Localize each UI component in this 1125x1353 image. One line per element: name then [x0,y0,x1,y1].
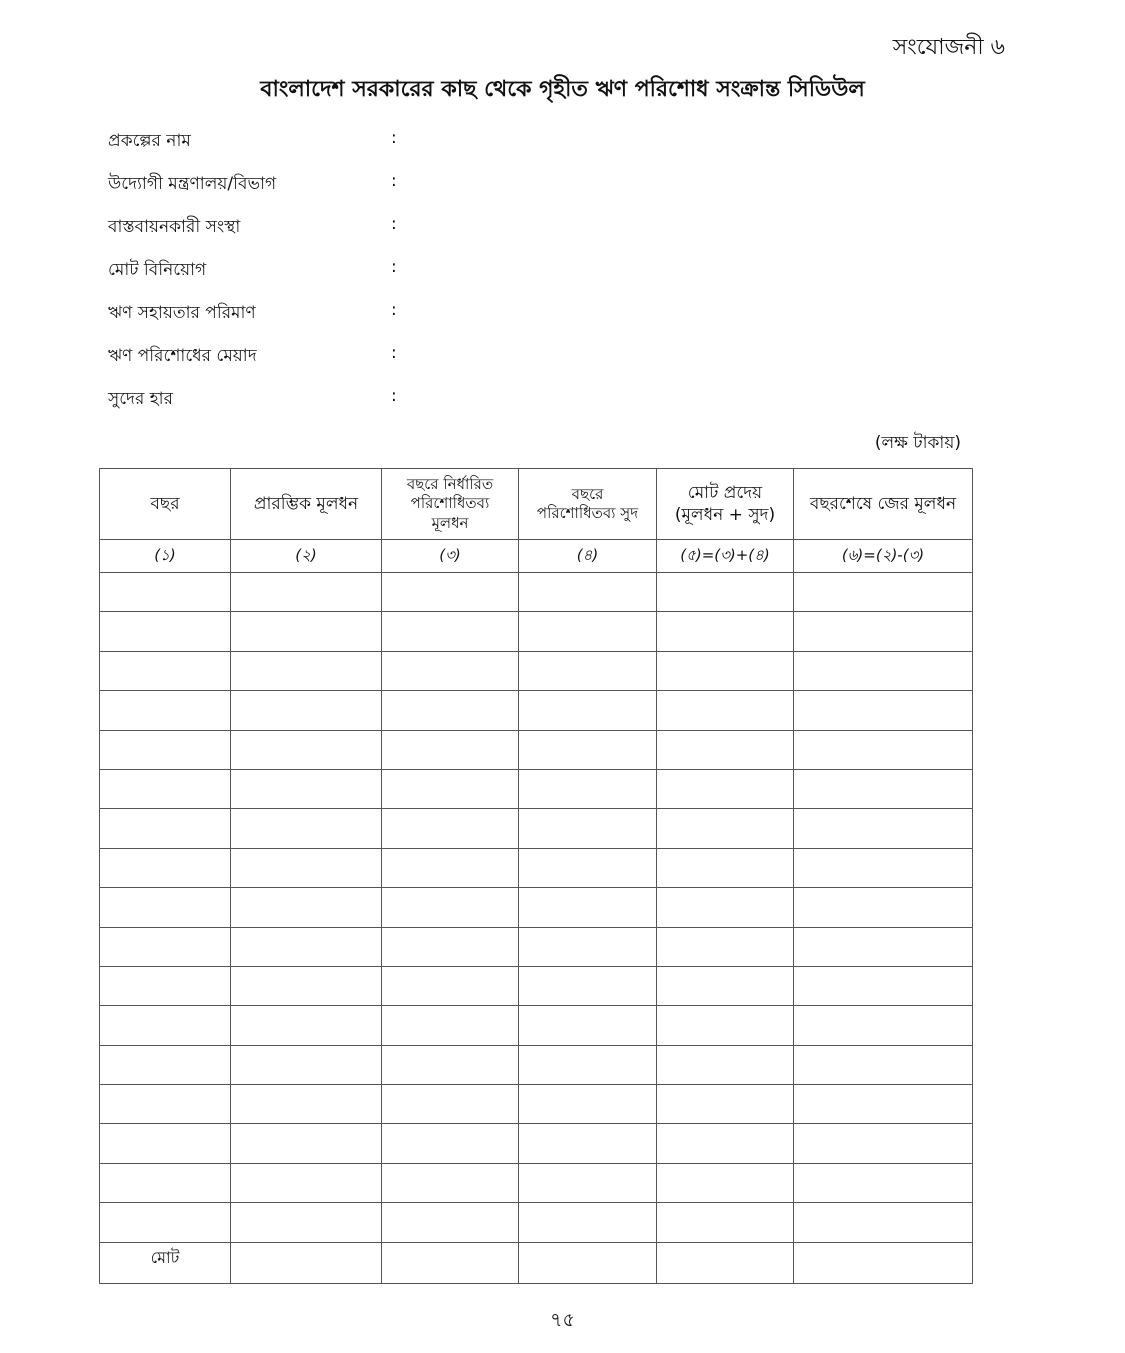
header-opening-principal [231,469,382,540]
table-cell[interactable] [519,769,657,808]
table-cell[interactable] [794,1006,973,1045]
table-cell[interactable] [231,888,382,927]
table-cell[interactable] [657,573,794,612]
table-cell[interactable] [382,730,519,769]
table-cell[interactable] [519,730,657,769]
table-row [100,769,973,808]
table-cell[interactable] [657,651,794,690]
field-row [108,257,908,300]
table-cell[interactable] [100,1124,231,1163]
table-row [100,730,973,769]
table-cell[interactable] [100,966,231,1005]
field-colon: : [391,128,397,148]
table-cell[interactable] [100,769,231,808]
table-cell[interactable] [519,927,657,966]
table-row [100,573,973,612]
field-colon: : [391,343,397,363]
table-cell[interactable] [794,966,973,1005]
column-number: (৬)=(২)-(৩) [794,540,973,573]
table-cell[interactable] [657,1163,794,1202]
table-cell[interactable] [519,612,657,651]
table-row [100,1006,973,1045]
page-number: ৭৫ [550,1309,575,1331]
field-label: বাস্তবায়নকারী সংস্থা [108,217,241,237]
table-row [100,1085,973,1124]
table-cell[interactable] [100,573,231,612]
table-cell[interactable] [100,927,231,966]
field-label: প্রকল্পের নাম [108,131,191,151]
unit-note: (লক্ষ টাকায়) [874,433,961,453]
table-cell[interactable] [794,927,973,966]
table-cell[interactable] [231,651,382,690]
header-line: বছরশেষে জের মূলধন [809,493,957,514]
table-cell[interactable] [382,691,519,730]
header-year [100,469,231,540]
table-cell[interactable] [100,651,231,690]
table-cell[interactable] [231,966,382,1005]
table-cell[interactable] [657,691,794,730]
table-row [100,612,973,651]
table-row [100,1203,973,1242]
table-cell[interactable] [519,573,657,612]
header-interest [519,469,657,540]
table-cell[interactable] [382,1045,519,1084]
table-cell[interactable] [231,1006,382,1045]
table-row [100,809,973,848]
annex-label: সংযোজনী ৬ [892,35,1005,60]
header-line: বছর [150,493,180,514]
table-cell[interactable] [519,1085,657,1124]
table-cell[interactable] [519,888,657,927]
total-row [100,1242,973,1283]
table-cell[interactable] [382,1124,519,1163]
table-cell[interactable] [657,612,794,651]
table-cell[interactable] [794,1163,973,1202]
table-row [100,966,973,1005]
table-cell[interactable] [794,769,973,808]
total-cell[interactable] [382,1242,519,1283]
table-cell[interactable] [794,1045,973,1084]
field-colon: : [391,171,397,191]
table-cell[interactable] [231,769,382,808]
table-cell[interactable] [794,888,973,927]
table-cell[interactable] [519,848,657,887]
table-cell[interactable] [100,1045,231,1084]
table-cell[interactable] [657,1045,794,1084]
total-cell[interactable] [657,1242,794,1283]
header-row [100,469,973,540]
table-cell[interactable] [657,927,794,966]
table-cell[interactable] [794,651,973,690]
table-cell[interactable] [657,809,794,848]
total-cell[interactable] [794,1242,973,1283]
table-cell[interactable] [657,1085,794,1124]
table-cell[interactable] [794,1203,973,1242]
total-cell[interactable] [519,1242,657,1283]
header-line: (মূলধন + সুদ) [674,505,776,525]
table-cell[interactable] [100,612,231,651]
table-row [100,651,973,690]
table-cell[interactable] [519,1163,657,1202]
table-row [100,848,973,887]
table-cell[interactable] [100,1163,231,1202]
table-row [100,1045,973,1084]
table-row [100,927,973,966]
header-closing-balance [794,469,973,540]
field-row [108,343,908,386]
repayment-schedule-table [99,468,973,1284]
table-cell[interactable] [382,927,519,966]
table-cell[interactable] [100,730,231,769]
table-cell[interactable] [382,573,519,612]
table-cell[interactable] [657,769,794,808]
table-cell[interactable] [657,730,794,769]
table-cell[interactable] [100,809,231,848]
table-row [100,691,973,730]
field-label: ঋণ সহায়তার পরিমাণ [108,303,256,323]
table-cell[interactable] [382,1163,519,1202]
field-colon: : [391,214,397,234]
table-cell[interactable] [382,966,519,1005]
table-cell[interactable] [382,809,519,848]
header-line: পরিশোধিতব্য [410,494,490,513]
field-label: মোট বিনিয়োগ [108,260,207,280]
table-row [100,1163,973,1202]
table-cell[interactable] [231,1124,382,1163]
table-cell[interactable] [231,848,382,887]
table-cell[interactable] [231,1045,382,1084]
table-cell[interactable] [657,848,794,887]
field-colon: : [391,257,397,277]
header-line: পরিশোধিতব্য সুদ [536,504,639,522]
field-row [108,171,908,214]
header-line: মোট প্রদেয় [687,482,763,503]
table-cell[interactable] [231,1203,382,1242]
table-cell[interactable] [519,651,657,690]
field-label: ঋণ পরিশোধের মেয়াদ [108,346,257,366]
table-cell[interactable] [382,888,519,927]
header-line: বছরে নির্ধারিত [406,474,494,493]
table-cell[interactable] [519,1203,657,1242]
total-label: মোট [100,1242,231,1283]
table-cell[interactable] [382,1085,519,1124]
field-colon: : [391,300,397,320]
table-cell[interactable] [231,1085,382,1124]
table-cell[interactable] [519,1006,657,1045]
table-cell[interactable] [657,966,794,1005]
table-cell[interactable] [382,848,519,887]
table-cell[interactable] [382,769,519,808]
table-cell[interactable] [519,1045,657,1084]
field-row [108,386,908,429]
table-cell[interactable] [794,730,973,769]
table-cell[interactable] [519,809,657,848]
header-line: প্রারম্ভিক মূলধন [253,493,359,514]
header-total-payable [657,469,794,540]
field-label: উদ্যোগী মন্ত্রণালয়/বিভাগ [108,174,277,194]
table-cell[interactable] [231,573,382,612]
table-cell[interactable] [657,1006,794,1045]
project-info-fields [108,128,908,429]
table-cell[interactable] [100,848,231,887]
table-row [100,888,973,927]
table-cell[interactable] [231,927,382,966]
total-cell[interactable] [231,1242,382,1283]
column-number: (১) [100,540,231,573]
header-scheduled-principal [382,469,519,540]
table-cell[interactable] [100,1006,231,1045]
table-cell[interactable] [382,1006,519,1045]
table-cell[interactable] [100,888,231,927]
header-line: বছরে [571,484,604,503]
column-number: (৩) [382,540,519,573]
table-cell[interactable] [794,809,973,848]
table-row [100,1124,973,1163]
table-cell[interactable] [382,612,519,651]
column-number-row [100,540,973,573]
table-cell[interactable] [382,651,519,690]
table-cell[interactable] [231,730,382,769]
column-number: (২) [231,540,382,573]
table-cell[interactable] [231,691,382,730]
document-title: বাংলাদেশ সরকারের কাছ থেকে গৃহীত ঋণ পরিশোধ সংক্রান্ত সিডিউল [260,77,865,102]
table-cell[interactable] [100,691,231,730]
table-cell[interactable] [794,691,973,730]
field-colon: : [391,386,397,406]
table-cell[interactable] [794,848,973,887]
column-number: (৫)=(৩)+(৪) [657,540,794,573]
field-label: সুদের হার [108,389,173,409]
column-number: (৪) [519,540,657,573]
table-cell[interactable] [519,691,657,730]
field-row [108,128,908,171]
field-row [108,214,908,257]
table-cell[interactable] [794,1085,973,1124]
table-cell[interactable] [519,966,657,1005]
schedule-body [100,573,973,1284]
table-cell[interactable] [794,612,973,651]
table-cell[interactable] [231,1163,382,1202]
table-cell[interactable] [794,573,973,612]
table-cell[interactable] [657,888,794,927]
header-line: মূলধন [431,513,469,532]
table-cell[interactable] [100,1203,231,1242]
table-cell[interactable] [231,612,382,651]
table-cell[interactable] [519,1124,657,1163]
field-row [108,300,908,343]
table-cell[interactable] [794,1124,973,1163]
table-cell[interactable] [231,809,382,848]
table-cell[interactable] [382,1203,519,1242]
table-cell[interactable] [100,1085,231,1124]
table-cell[interactable] [657,1124,794,1163]
table-cell[interactable] [657,1203,794,1242]
